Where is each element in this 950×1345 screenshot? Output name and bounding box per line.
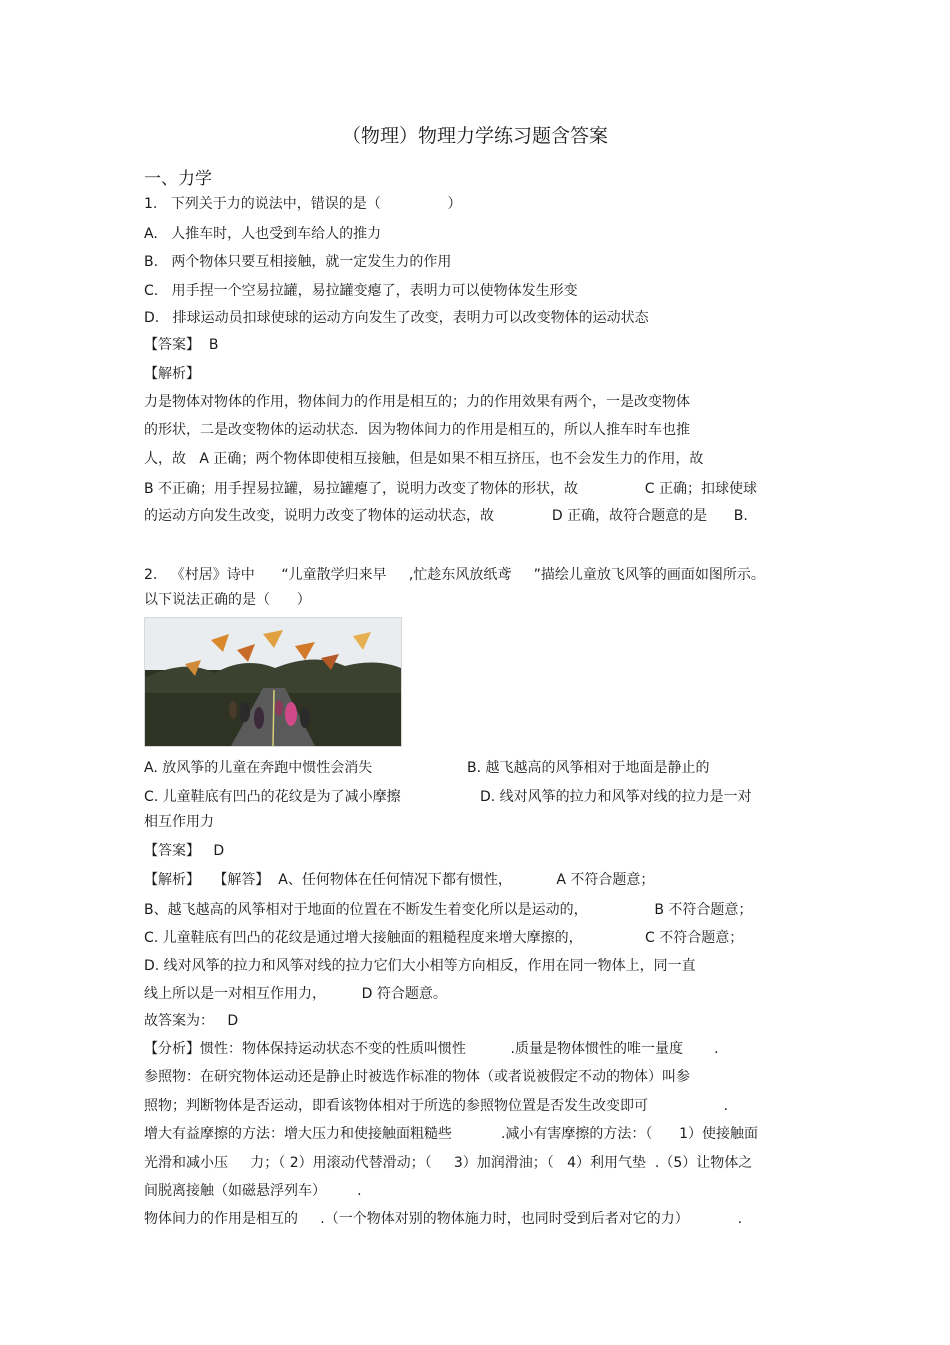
question-2-option-d-cont: 相互作用力 <box>144 814 214 830</box>
question-1-stem: 1. 下列关于力的说法中，错误的是（ ） <box>144 196 462 212</box>
question-2-stem: 2. 《村居》诗中 “儿童散学归来早 ,忙趁东风放纸鸢 ”描绘儿童放飞风筝的画面如图所示。 <box>144 567 765 583</box>
question-2-fenxi-line: 照物；判断物体是否运动，即看该物体相对于所选的参照物位置是否发生改变即可 . <box>144 1098 729 1114</box>
question-2-fenxi-line: 【分析】惯性：物体保持运动状态不变的性质叫惯性 .质量是物体惯性的唯一量度 . <box>144 1041 719 1057</box>
question-1-option-c: C. 用手捏一个空易拉罐，易拉罐变瘪了，表明力可以使物体发生形变 <box>144 283 578 299</box>
question-2-fenxi-line: 增大有益摩擦的方法：增大压力和使接触面粗糙些 .减小有害摩擦的方法：（ 1）使接触面 <box>144 1126 759 1142</box>
question-1-analysis-line: 人，故 A 正确；两个物体即使相互接触，但是如果不相互挤压，也不会发生力的作用，故 <box>144 451 704 467</box>
question-2-fenxi-line: 光滑和减小压 力；（ 2）用滚动代替滑动；（ 3）加润滑油；（ 4）利用气垫 .（5）让物体之 <box>144 1155 753 1171</box>
question-2-analysis-line: 线上所以是一对相互作用力， D 符合题意。 <box>144 986 447 1002</box>
question-2-option-d: D. 线对风筝的拉力和风筝对线的拉力是一对 <box>480 789 752 805</box>
question-1-option-a: A. 人推车时，人也受到车给人的推力 <box>144 226 382 242</box>
question-2-stem-cont: 以下说法正确的是（ ） <box>144 592 311 608</box>
question-2-option-c: C. 儿童鞋底有凹凸的花纹是为了减小摩擦 <box>144 789 401 805</box>
page-title: （物理）物理力学练习题含答案 <box>341 125 608 147</box>
question-2-fenxi-line: 物体间力的作用是相互的 .（一个物体对别的物体施力时，也同时受到后者对它的力） . <box>144 1211 743 1227</box>
question-1-answer: 【答案】 B <box>144 337 219 353</box>
question-1-analysis-label: 【解析】 <box>144 366 200 382</box>
question-2-analysis-line: B、越飞越高的风筝相对于地面的位置在不断发生着变化所以是运动的， B 不符合题意； <box>144 902 753 918</box>
question-1-analysis-line: B 不正确；用手捏易拉罐，易拉罐瘪了，说明力改变了物体的形状，故 C 正确；扣球使球 <box>144 481 758 497</box>
question-2-answer: 【答案】 D <box>144 843 225 859</box>
question-2-option-b: B. 越飞越高的风筝相对于地面是静止的 <box>467 760 710 776</box>
question-2-analysis-line: D. 线对风筝的拉力和风筝对线的拉力它们大小相等方向相反，作用在同一物体上，同一直 <box>144 958 696 974</box>
question-2-option-a: A. 放风筝的儿童在奔跑中惯性会消失 <box>144 760 373 776</box>
question-2-analysis-line: C. 儿童鞋底有凹凸的花纹是通过增大接触面的粗糙程度来增大摩擦的， C 不符合题意； <box>144 930 744 946</box>
question-2-analysis-line: 【解析】 【解答】 A、任何物体在任何情况下都有惯性， A 不符合题意； <box>144 872 655 888</box>
kite-flying-illustration <box>145 618 401 746</box>
question-2-fenxi-line: 间脱离接触（如磁悬浮列车） . <box>144 1183 362 1199</box>
question-2-fenxi-line: 参照物：在研究物体运动还是静止时被选作标准的物体（或者说被假定不动的物体）叫参 <box>144 1069 690 1085</box>
question-2-final-answer: 故答案为： D <box>144 1013 239 1029</box>
question-1-option-b: B. 两个物体只要互相接触，就一定发生力的作用 <box>144 254 452 270</box>
question-1-analysis-line: 的运动方向发生改变，说明力改变了物体的运动状态，故 D 正确，故符合题意的是 B. <box>144 508 748 524</box>
question-1-analysis-line: 的形状，二是改变物体的运动状态．因为物体间力的作用是相互的，所以人推车时车也推 <box>144 422 690 438</box>
kite-flying-photo <box>144 617 402 747</box>
question-1-analysis-line: 力是物体对物体的作用，物体间力的作用是相互的；力的作用效果有两个，一是改变物体 <box>144 394 690 410</box>
question-1-option-d: D. 排球运动员扣球使球的运动方向发生了改变，表明力可以改变物体的运动状态 <box>144 310 649 326</box>
section-heading: 一、力学 <box>144 169 212 189</box>
